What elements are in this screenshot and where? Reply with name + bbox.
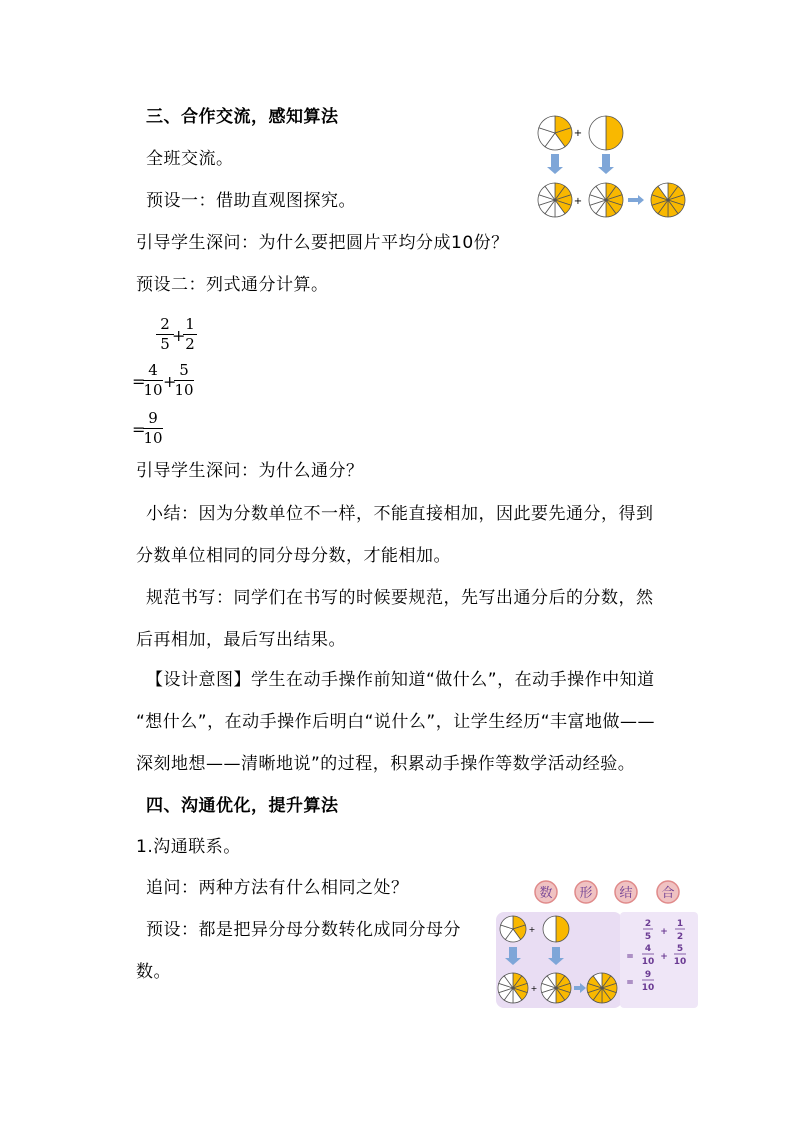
paragraph-guide-1: 引导学生深问：为什么要把圆片平均分成10份？ (136, 233, 509, 253)
plus-sign: + (573, 196, 583, 207)
plus-operator: + (163, 372, 177, 391)
circle-one-half (589, 116, 623, 150)
fraction-circle-diagram (536, 114, 696, 219)
fraction: 1 2 (183, 316, 197, 353)
circle-five-tenths (589, 183, 623, 217)
svg-text:合: 合 (661, 886, 675, 901)
circle-two-fifths (500, 916, 526, 942)
section-heading-4: 四、沟通优化，提升算法 (146, 796, 339, 816)
paragraph-preset-1: 预设一：借助直观图探究。 (146, 191, 356, 211)
paragraph-class-exchange: 全班交流。 (146, 149, 234, 169)
paragraph-preset-line1: 预设：都是把异分母分数转化成同分母分 (146, 920, 461, 940)
paragraph-intent-line1: 【设计意图】学生在动手操作前知道“做什么”，在动手操作中知道 (146, 670, 655, 690)
svg-text:10: 10 (673, 957, 687, 967)
fraction: 4 10 (143, 361, 163, 399)
circle-nine-tenths (587, 973, 617, 1003)
number-shape-combination-panel (496, 912, 698, 1008)
svg-text:10: 10 (641, 983, 655, 993)
paragraph-intent-line3: 深刻地想——清晰地说”的过程，积累动手操作等数学活动经验。 (136, 754, 636, 774)
svg-text:5: 5 (676, 944, 684, 954)
arrow-right-icon (628, 195, 644, 205)
svg-text:形: 形 (579, 886, 593, 901)
fraction: 2 5 (156, 316, 174, 353)
circle-nine-tenths (651, 183, 685, 217)
paragraph-preset-2: 预设二：列式通分计算。 (136, 275, 329, 295)
paragraph-preset-line2: 数。 (136, 962, 171, 982)
svg-text:5: 5 (644, 932, 652, 942)
circle-one-half (543, 916, 569, 942)
svg-text:数: 数 (539, 886, 553, 901)
list-item-1: 1.沟通联系。 (136, 837, 241, 857)
paragraph-ask: 追问：两种方法有什么相同之处？ (146, 878, 409, 898)
fraction: 5 10 (174, 361, 194, 399)
section-heading-3: 三、合作交流，感知算法 (146, 107, 339, 127)
arrow-down-icon (598, 154, 614, 174)
paragraph-summary-line2: 分数单位相同的同分母分数，才能相加。 (136, 546, 451, 566)
paragraph-guide-2: 引导学生深问：为什么通分？ (136, 461, 364, 481)
plus-sign: + (530, 984, 538, 993)
equals-operator: = (132, 372, 146, 391)
plus-operator: + (172, 326, 186, 345)
plus-sign: + (528, 925, 536, 934)
circle-two-fifths (538, 116, 572, 150)
svg-text:2: 2 (644, 919, 652, 929)
svg-text:1: 1 (676, 919, 684, 929)
svg-text:+: + (660, 952, 668, 962)
circle-five-tenths (541, 973, 571, 1003)
svg-text:4: 4 (644, 944, 652, 954)
circle-four-tenths (538, 183, 572, 217)
svg-text:2: 2 (676, 932, 684, 942)
arrow-down-icon (547, 154, 563, 174)
paragraph-summary-line1: 小结：因为分数单位不一样，不能直接相加，因此要先通分，得到 (146, 504, 654, 524)
svg-text:=: = (626, 978, 634, 988)
paragraph-writing-line2: 后再相加，最后写出结果。 (136, 630, 346, 650)
paragraph-writing-line1: 规范书写：同学们在书写的时候要规范，先写出通分后的分数，然 (146, 588, 654, 608)
plus-sign: + (573, 128, 583, 139)
svg-text:结: 结 (619, 886, 633, 901)
svg-text:9: 9 (644, 970, 652, 980)
circle-four-tenths (498, 973, 528, 1003)
paragraph-intent-line2: “想什么”，在动手操作后明白“说什么”，让学生经历“丰富地做—— (136, 712, 656, 732)
svg-text:+: + (660, 927, 668, 937)
fraction: 9 10 (143, 409, 163, 447)
equals-operator: = (132, 420, 146, 439)
svg-text:10: 10 (641, 957, 655, 967)
svg-text:=: = (626, 952, 634, 962)
